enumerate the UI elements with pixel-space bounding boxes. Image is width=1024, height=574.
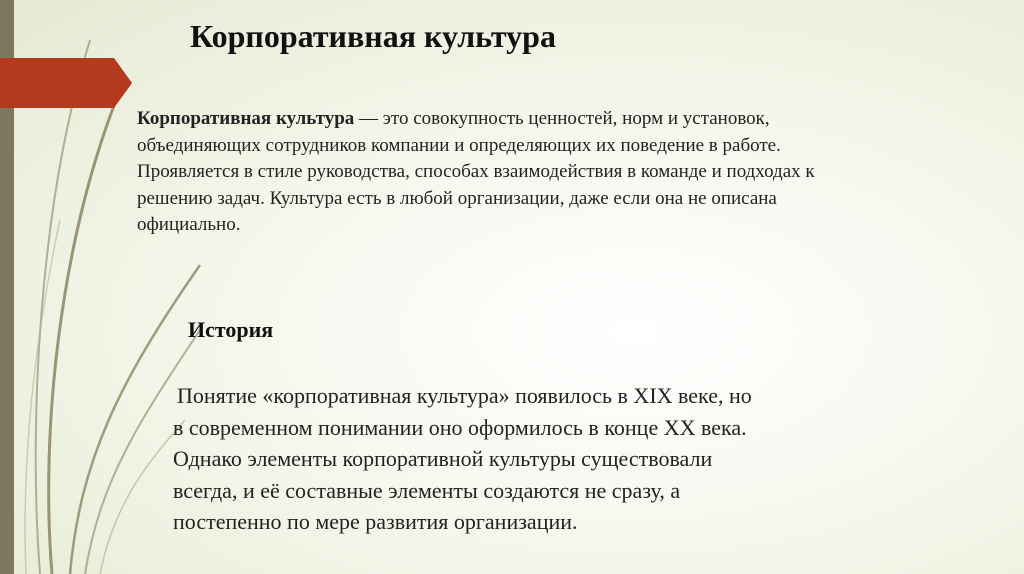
history-line: в современном понимании оно оформилось в конце XX века. — [173, 414, 747, 440]
history-line: постепенно по мере развития организации. — [173, 509, 578, 534]
history-paragraph — [173, 380, 873, 538]
slide-title: Корпоративная культура — [190, 18, 556, 54]
definition-paragraph — [137, 106, 837, 239]
red-arrow-shape — [0, 58, 132, 108]
history-heading: История — [188, 317, 274, 342]
history-line: Однако элементы корпоративной культуры существовали — [173, 446, 713, 471]
history-line: Понятие «корпоративная культура» появилось в XIX веке, но — [177, 383, 752, 408]
definition-text: — это совокупность ценностей, норм и установок, объединяющих сотрудников компании и определяющих их поведение в работе. Проявляется в стиле руководства, способах взаимодействия в команде и подходах к решению задач. Культура есть в любой организации, даже если она не описана официально. — [137, 108, 815, 235]
history-line: всегда, и её составные элементы создаются не сразу, а — [173, 477, 681, 503]
definition-term: Корпоративная культура — [137, 108, 355, 129]
